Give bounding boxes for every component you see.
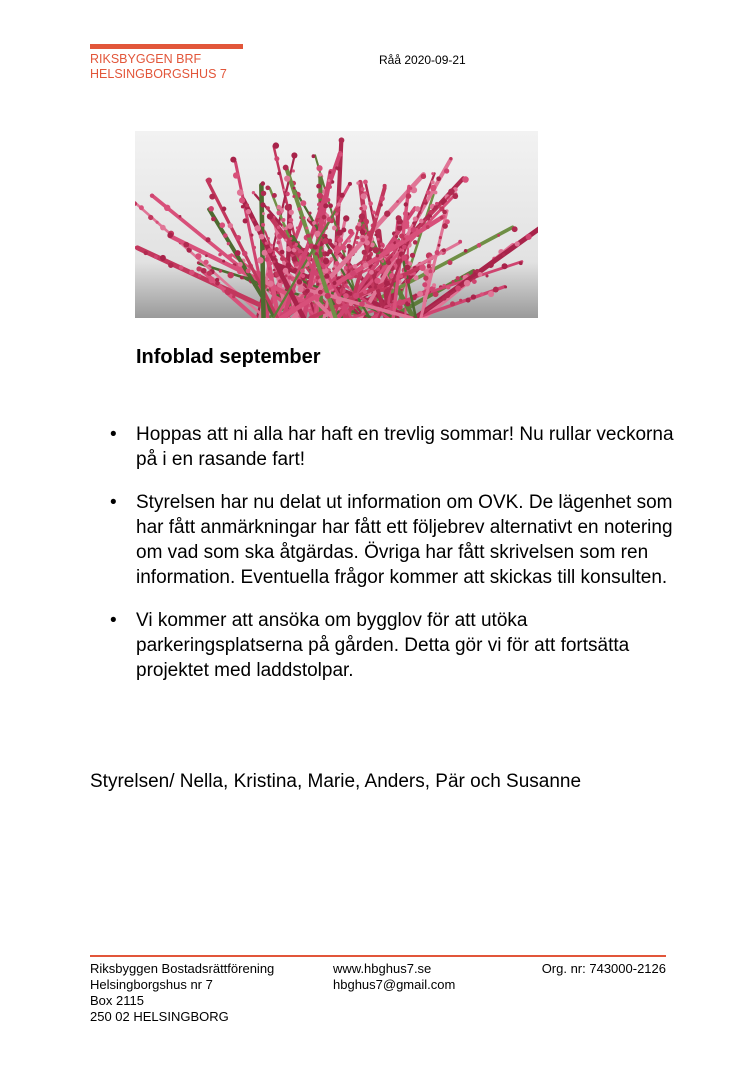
bullet-dot: • [110, 610, 117, 631]
footer-website: www.hbghus7.se [333, 961, 432, 976]
footer-org-number: Org. nr: 743000-2126 [541, 961, 666, 976]
footer-divider [90, 955, 666, 957]
footer-address-line: Box 2115 [90, 993, 144, 1008]
footer-address-line: Helsingborgshus nr 7 [90, 977, 213, 992]
bullet-text: Hoppas att ni alla har haft en trevlig sommar! Nu rullar veckorna på i en rasande fart! [136, 424, 674, 470]
bullet-text: Styrelsen har nu delat ut information om OVK. De lägenhet som har fått anmärkningar har fått ett följebrev alternativt en notering om vad som ska åtgärdas. Övriga har fått skrivelsen som ren information. Eventuella frågor kommer att skickas till konsulten. [136, 492, 673, 588]
footer-email: hbghus7@gmail.com [333, 977, 456, 992]
bullet-dot: • [110, 424, 117, 445]
list-item [110, 422, 676, 472]
bullet-list [110, 422, 676, 701]
footer-contact [333, 961, 455, 993]
bullet-dot: • [110, 492, 117, 513]
org-name [90, 52, 227, 82]
header-accent-bar [90, 44, 243, 49]
org-name-line1: RIKSBYGGEN BRF [90, 52, 202, 66]
footer-address-line: Riksbyggen Bostadsrättförening [90, 961, 275, 976]
list-item [110, 490, 676, 590]
org-name-line2: HELSINGBORGSHUS 7 [90, 67, 227, 81]
bullet-text: Vi kommer att ansöka om bygglov för att utöka parkeringsplatserna på gården. Detta gör vi för att fortsätta projektet med laddstolpar. [136, 610, 630, 681]
footer-address-line: 250 02 HELSINGBORG [90, 1009, 229, 1024]
heather-flower-photo [135, 131, 538, 318]
signature: Styrelsen/ Nella, Kristina, Marie, Anders, Pär och Susanne [90, 771, 582, 792]
page-title: Infoblad september [136, 346, 321, 368]
footer-address [90, 961, 274, 1025]
document-date: Råå 2020-09-21 [379, 53, 466, 67]
list-item [110, 608, 676, 683]
